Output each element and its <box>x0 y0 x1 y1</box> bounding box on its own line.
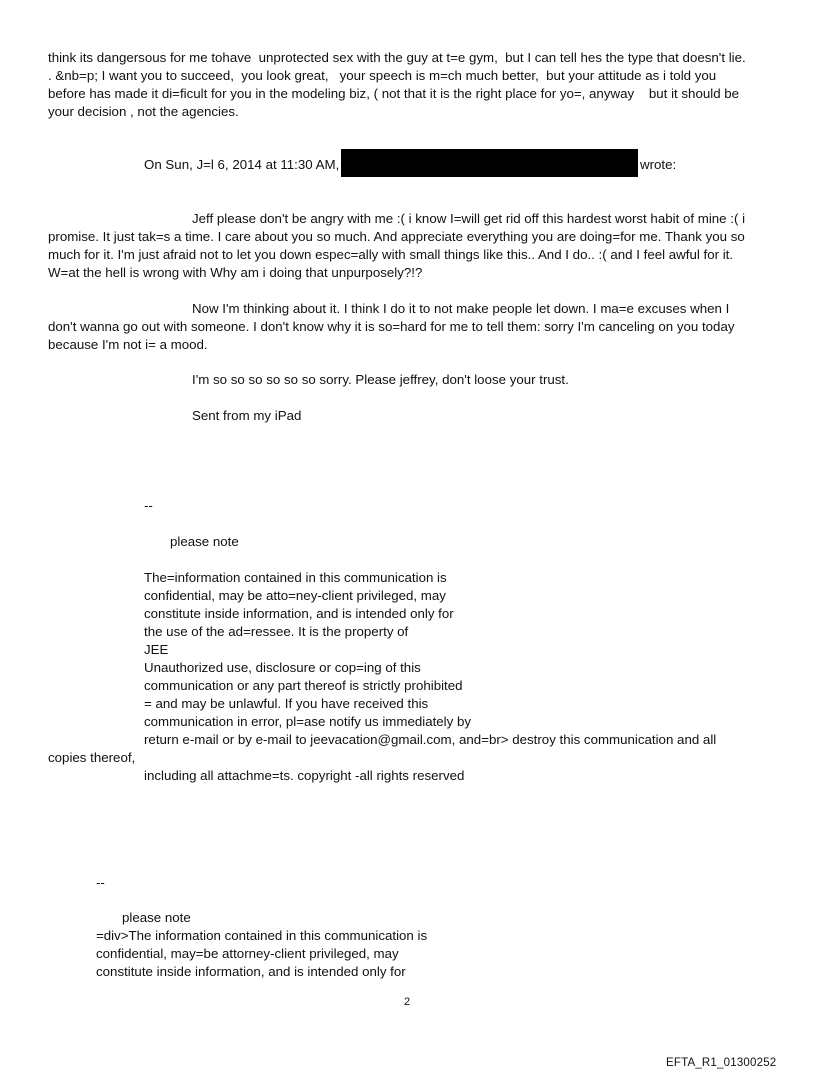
text-line: think its dangersous for me tohave unprotected sex with the guy at t=e gym, but I can tell hes the type that doesn't lie. <box>48 50 746 65</box>
page-number: 2 <box>404 996 411 1008</box>
quote-header-date: On Sun, J=l 6, 2014 at 11:30 AM, <box>144 157 340 172</box>
disclaimer-line: confidential, may be atto=ney-client privileged, may <box>144 588 446 603</box>
disclaimer-line: the use of the ad=ressee. It is the property of <box>144 624 409 639</box>
text-line: Now I'm thinking about it. I think I do it to not make people let down. I ma=e excuses when I <box>192 301 730 316</box>
text-line: before has made it di=ficult for you in the modeling biz, ( not that it is the right place for yo=, anyway but it should be <box>48 86 740 101</box>
disclaimer-line: JEE <box>144 642 169 657</box>
text-line: because I'm not i= a mood. <box>48 337 208 352</box>
disclaimer-line: = and may be unlawful. If you have received this <box>144 696 429 711</box>
text-line: Jeff please don't be angry with me :( i know I=will get rid off this hardest worst habit of mine :( i <box>192 211 746 226</box>
signature-separator: -- <box>96 875 105 890</box>
disclaimer-line: The=information contained in this communication is <box>144 570 447 585</box>
disclaimer-line: constitute inside information, and is intended only for <box>96 964 406 979</box>
disclaimer-line: =div>The information contained in this communication is <box>96 928 428 943</box>
disclaimer-line: communication or any part thereof is strictly prohibited <box>144 678 463 693</box>
text-line: W=at the hell is wrong with Why am i doing that unpurposely?!? <box>48 265 423 280</box>
please-note-label: please note <box>122 910 191 925</box>
disclaimer-line: confidential, may=be attorney-client privileged, may <box>96 946 399 961</box>
text-line: much for it. I'm just afraid not to let you down espec=ally with small things like this.. And I do.. :( and I feel awful for it. <box>48 247 734 262</box>
please-note-label: please note <box>170 534 239 549</box>
disclaimer-line: copies thereof, <box>48 750 136 765</box>
quote-header-wrote: wrote: <box>640 157 677 172</box>
sent-from-line: Sent from my iPad <box>192 408 302 423</box>
disclaimer-line: communication in error, pl=ase notify us immediately by <box>144 714 472 729</box>
signature-separator: -- <box>144 498 153 513</box>
text-line: . &nb=p; I want you to succeed, you look great, your speech is m=ch much better, but your attitude as i told you <box>48 68 717 83</box>
text-line: don't wanna go out with someone. I don't know why it is so=hard for me to tell them: sorry I'm canceling on you today <box>48 319 735 334</box>
redaction-block <box>341 149 638 177</box>
apology-line: I'm so so so so so so sorry. Please jeffrey, don't loose your trust. <box>192 372 569 387</box>
disclaimer-line: Unauthorized use, disclosure or cop=ing of this <box>144 660 421 675</box>
bates-number: EFTA_R1_01300252 <box>666 1057 777 1069</box>
disclaimer-line: including all attachme=ts. copyright -all rights reserved <box>144 768 465 783</box>
disclaimer-line: constitute inside information, and is intended only for <box>144 606 454 621</box>
text-line: promise. It just tak=s a time. I care about you so much. And appreciate everything you are doing=for me. Thank you so <box>48 229 745 244</box>
text-line: your decision , not the agencies. <box>48 104 239 119</box>
disclaimer-line: return e-mail or by e-mail to jeevacation@gmail.com, and=br> destroy this communication and all <box>144 732 717 747</box>
